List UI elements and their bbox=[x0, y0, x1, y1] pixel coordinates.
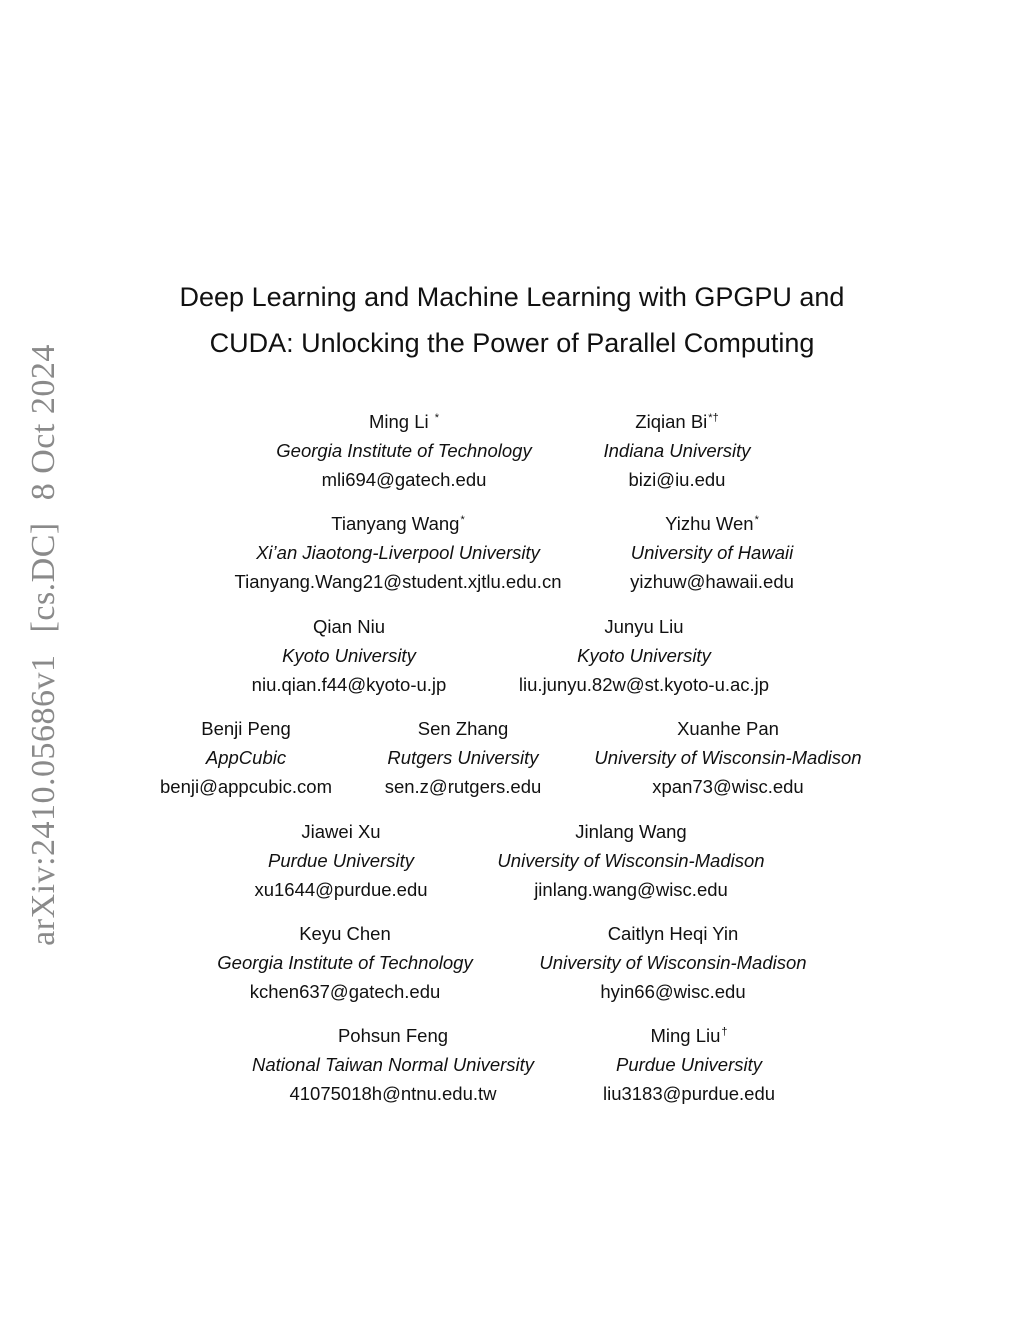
author-email[interactable]: liu.junyu.82w@st.kyoto-u.ac.jp bbox=[518, 674, 770, 695]
author-email[interactable]: jinlang.wang@wisc.edu bbox=[534, 879, 728, 900]
author-name: Junyu Liu bbox=[604, 616, 684, 637]
author-affiliation: Kyoto University bbox=[282, 645, 416, 666]
author-name: Ziqian Bi*† bbox=[635, 411, 719, 432]
author-block bbox=[235, 509, 562, 596]
author-name: Benji Peng bbox=[201, 718, 291, 739]
arxiv-category: [cs.DC] bbox=[25, 522, 62, 633]
author-email[interactable]: Tianyang.Wang21@student.xjtlu.edu.cn bbox=[234, 571, 562, 592]
author-affiliation: Georgia Institute of Technology bbox=[217, 952, 473, 973]
author-affiliation: Purdue University bbox=[615, 1054, 762, 1075]
author-footnote-mark: * bbox=[754, 514, 759, 526]
author-email[interactable]: xu1644@purdue.edu bbox=[254, 879, 428, 900]
author-affiliation: Indiana University bbox=[603, 440, 751, 461]
author-block bbox=[497, 817, 764, 904]
author-email[interactable]: xpan73@wisc.edu bbox=[652, 776, 804, 797]
author-block bbox=[160, 714, 332, 801]
author-affiliation: AppCubic bbox=[205, 747, 287, 768]
author-footnote-mark: † bbox=[721, 1026, 728, 1038]
author-affiliation: National Taiwan Normal University bbox=[251, 1054, 535, 1075]
author-block bbox=[252, 1021, 534, 1108]
author-block bbox=[254, 817, 427, 904]
paper-title-line-1: Deep Learning and Machine Learning with GPGPU and bbox=[179, 282, 845, 312]
author-footnote-mark: * bbox=[434, 412, 440, 424]
author-block bbox=[603, 407, 750, 494]
author-affiliation: Rutgers University bbox=[387, 747, 539, 768]
author-affiliation: Kyoto University bbox=[577, 645, 711, 666]
author-email[interactable]: liu3183@purdue.edu bbox=[602, 1083, 776, 1104]
author-name: Keyu Chen bbox=[299, 923, 391, 944]
author-email[interactable]: sen.z@rutgers.edu bbox=[384, 776, 542, 797]
paper-title bbox=[0, 274, 1024, 366]
arxiv-id: arXiv:2410.05686v1 bbox=[25, 654, 62, 946]
author-name: Jiawei Xu bbox=[301, 821, 381, 842]
author-email[interactable]: niu.qian.f44@kyoto-u.jp bbox=[251, 674, 447, 695]
author-block bbox=[630, 509, 794, 596]
author-name: Caitlyn Heqi Yin bbox=[607, 923, 739, 944]
author-name: Tianyang Wang* bbox=[331, 513, 465, 534]
author-name: Yizhu Wen* bbox=[665, 513, 759, 534]
author-block bbox=[252, 612, 447, 699]
author-block bbox=[385, 714, 542, 801]
author-name: Qian Niu bbox=[313, 616, 385, 637]
author-email[interactable]: 41075018h@ntnu.edu.tw bbox=[289, 1083, 497, 1104]
author-name: Jinlang Wang bbox=[575, 821, 687, 842]
author-block bbox=[519, 612, 769, 699]
author-affiliation: Georgia Institute of Technology bbox=[276, 440, 532, 461]
author-email[interactable]: hyin66@wisc.edu bbox=[600, 981, 746, 1002]
author-email[interactable]: yizhuw@hawaii.edu bbox=[630, 571, 794, 592]
author-affiliation: Purdue University bbox=[267, 850, 414, 871]
author-affiliation: University of Hawaii bbox=[630, 542, 794, 563]
author-email[interactable]: benji@appcubic.com bbox=[159, 776, 333, 797]
author-email[interactable]: kchen637@gatech.edu bbox=[249, 981, 441, 1002]
paper-title-line-2: CUDA: Unlocking the Power of Parallel Computing bbox=[209, 328, 815, 358]
author-name: Sen Zhang bbox=[417, 718, 509, 739]
author-footnote-mark: * bbox=[460, 514, 465, 526]
arxiv-identifier-stamp bbox=[25, 344, 63, 946]
author-name: Xuanhe Pan bbox=[677, 718, 779, 739]
author-email[interactable]: bizi@iu.edu bbox=[628, 469, 726, 490]
author-affiliation: University of Wisconsin-Madison bbox=[539, 952, 807, 973]
author-affiliation: Xi’an Jiaotong-Liverpool University bbox=[256, 542, 540, 563]
author-name: Ming Liu† bbox=[650, 1025, 728, 1046]
author-block bbox=[539, 919, 806, 1006]
author-block bbox=[276, 407, 531, 494]
author-block bbox=[603, 1021, 775, 1108]
author-affiliation: University of Wisconsin-Madison bbox=[497, 850, 765, 871]
author-name: Pohsun Feng bbox=[337, 1025, 449, 1046]
author-name: Ming Li * bbox=[368, 411, 440, 432]
author-affiliation: University of Wisconsin-Madison bbox=[594, 747, 862, 768]
author-email[interactable]: mli694@gatech.edu bbox=[321, 469, 487, 490]
arxiv-date: 8 Oct 2024 bbox=[25, 344, 62, 501]
author-block bbox=[594, 714, 861, 801]
author-block bbox=[217, 919, 472, 1006]
author-footnote-mark: *† bbox=[708, 412, 719, 424]
